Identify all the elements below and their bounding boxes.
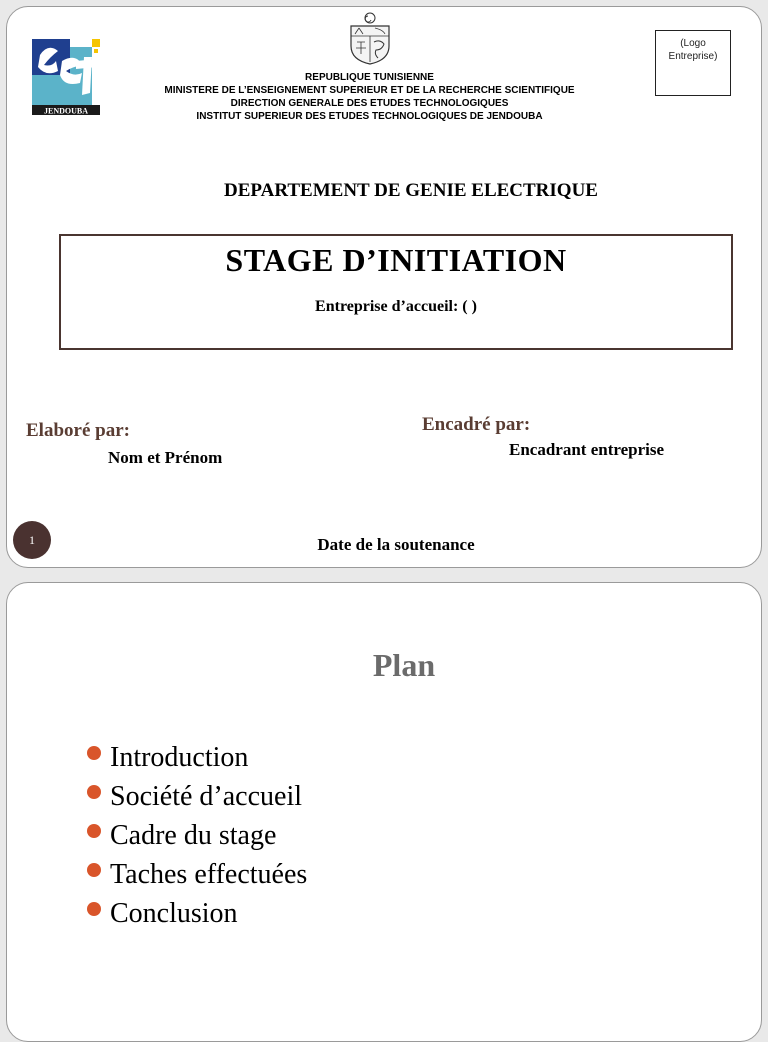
company-logo-placeholder bbox=[655, 30, 731, 96]
logo-placeholder-line: (Logo bbox=[680, 38, 706, 49]
host-company: Entreprise d’accueil: ( ) bbox=[315, 298, 477, 315]
prepared-by-name: Nom et Prénom bbox=[108, 448, 223, 467]
report-title: STAGE D’INITIATION bbox=[225, 242, 567, 278]
tunisia-emblem bbox=[345, 12, 395, 66]
department-heading: DEPARTEMENT DE GENIE ELECTRIQUE bbox=[224, 180, 598, 201]
title-slide bbox=[6, 6, 762, 568]
list-item-label: Société d’accueil bbox=[110, 781, 303, 812]
list-item bbox=[87, 894, 307, 933]
supervised-by-label: Encadré par: bbox=[422, 414, 531, 435]
bullet-icon bbox=[87, 902, 101, 916]
title-box bbox=[59, 234, 733, 350]
list-item-label: Conclusion bbox=[110, 898, 238, 929]
iset-jendouba-logo bbox=[30, 37, 102, 115]
page-number-badge: 1 bbox=[13, 521, 51, 559]
list-item-label: Cadre du stage bbox=[110, 820, 277, 851]
list-item-label: Taches effectuées bbox=[110, 859, 308, 890]
ministry-line: INSTITUT SUPERIEUR DES ETUDES TECHNOLOGIQUES DE JENDOUBA bbox=[196, 111, 543, 122]
list-item bbox=[87, 777, 307, 816]
logo-placeholder-line: Entreprise) bbox=[668, 51, 718, 62]
plan-title: Plan bbox=[372, 647, 436, 683]
bullet-icon bbox=[87, 785, 101, 799]
bullet-icon bbox=[87, 863, 101, 877]
bullet-icon bbox=[87, 746, 101, 760]
prepared-by-label: Elaboré par: bbox=[26, 420, 130, 441]
list-item bbox=[87, 855, 307, 894]
ministry-line: REPUBLIQUE TUNISIENNE bbox=[305, 72, 434, 83]
supervisor-name: Encadrant entreprise bbox=[509, 440, 665, 459]
ministry-line: DIRECTION GENERALE DES ETUDES TECHNOLOGIQUES bbox=[230, 98, 509, 109]
svg-text:JENDOUBA: JENDOUBA bbox=[43, 106, 89, 115]
plan-list bbox=[87, 738, 307, 933]
ministry-line: MINISTERE DE L’ENSEIGNEMENT SUPERIEUR ET DE LA RECHERCHE SCIENTIFIQUE bbox=[164, 85, 575, 96]
ministry-header bbox=[127, 71, 612, 123]
list-item-label: Introduction bbox=[110, 742, 249, 773]
bullet-icon bbox=[87, 824, 101, 838]
defense-date: Date de la soutenance bbox=[317, 535, 475, 554]
list-item bbox=[87, 738, 307, 777]
plan-slide bbox=[6, 582, 762, 1042]
list-item bbox=[87, 816, 307, 855]
